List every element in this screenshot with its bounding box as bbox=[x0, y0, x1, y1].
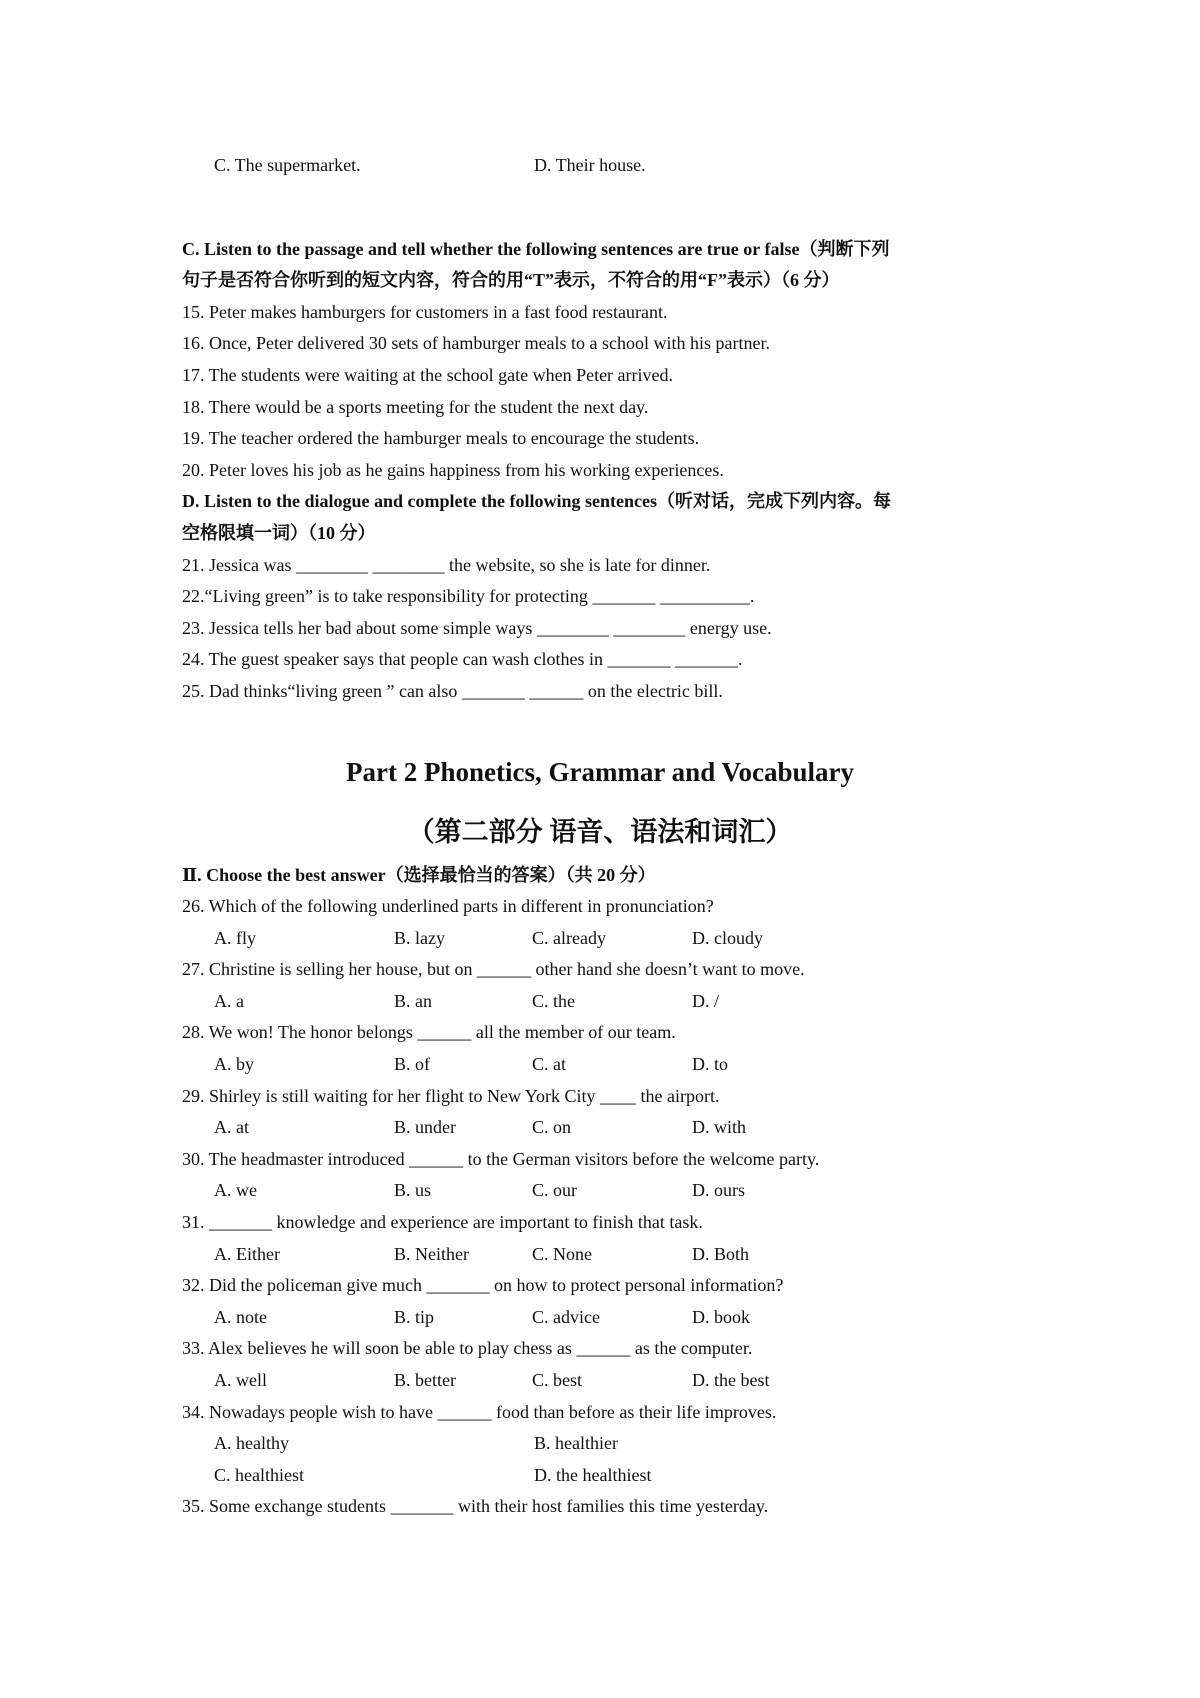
question-27-options bbox=[182, 986, 1052, 1018]
question-27-option-d: D. / bbox=[692, 990, 719, 1011]
question-26-option-d: D. cloudy bbox=[692, 927, 763, 948]
section-ii-heading: Ⅱ. Choose the best answer（选择最恰当的答案）（共 20 分） bbox=[182, 864, 656, 885]
question-32-options bbox=[182, 1302, 1052, 1334]
question-26-option-c: C. already bbox=[532, 927, 606, 948]
question-28-option-c: C. at bbox=[532, 1054, 566, 1075]
question-27: 27. Christine is selling her house, but on ______ other hand she doesn’t want to move. bbox=[182, 959, 805, 980]
option-c-supermarket: C. The supermarket. bbox=[214, 155, 361, 175]
question-33-option-b: B. better bbox=[394, 1370, 456, 1390]
question-29-option-d: D. with bbox=[692, 1117, 746, 1138]
question-31: 31. _______ knowledge and experience are important to finish that task. bbox=[182, 1212, 703, 1233]
question-32-option-a: A. note bbox=[214, 1306, 267, 1327]
question-33-options bbox=[182, 1365, 1052, 1397]
question-26-option-a: A. fly bbox=[214, 927, 256, 948]
question-31-options bbox=[182, 1239, 1052, 1271]
question-31-option-c: C. None bbox=[532, 1243, 592, 1264]
question-26-option-b: B. lazy bbox=[394, 927, 445, 948]
question-24: 24. The guest speaker says that people can wash clothes in _______ _______. bbox=[182, 649, 743, 670]
section-gap bbox=[182, 182, 1052, 234]
question-28: 28. We won! The honor belongs ______ all the member of our team. bbox=[182, 1022, 676, 1043]
question-30-option-d: D. ours bbox=[692, 1180, 745, 1201]
question-27-option-a: A. a bbox=[214, 990, 244, 1011]
question-30-option-a: A. we bbox=[214, 1180, 257, 1201]
question-34-option-a: A. healthy bbox=[214, 1433, 289, 1454]
question-23: 23. Jessica tells her bad about some simple ways ________ ________ energy use. bbox=[182, 617, 772, 638]
part-2-subtitle: （第二部分 语音、语法和词汇） bbox=[407, 816, 793, 847]
question-33: 33. Alex believes he will soon be able to play chess as ______ as the computer. bbox=[182, 1338, 753, 1359]
question-28-option-b: B. of bbox=[394, 1054, 430, 1075]
question-30-option-b: B. us bbox=[394, 1180, 432, 1201]
question-20: 20. Peter loves his job as he gains happiness from his working experiences. bbox=[182, 459, 724, 480]
question-32: 32. Did the policeman give much _______ on how to protect personal information? bbox=[182, 1275, 784, 1296]
question-19: 19. The teacher ordered the hamburger meals to encourage the students. bbox=[182, 428, 700, 449]
question-29-options bbox=[182, 1112, 1052, 1144]
question-22: 22.“Living green” is to take responsibility for protecting _______ __________. bbox=[182, 586, 755, 607]
section-d-heading-line-2: 空格限填一词）（10 分） bbox=[182, 522, 376, 543]
question-31-option-b: B. Neither bbox=[394, 1243, 469, 1264]
question-34: 34. Nowadays people wish to have ______ food than before as their life improves. bbox=[182, 1401, 777, 1422]
question-25: 25. Dad thinks“living green ” can also _______ ______ on the electric bill. bbox=[182, 680, 723, 701]
section-d-heading-line-1: D. Listen to the dialogue and complete the following sentences（听对话，完成下列内容。每 bbox=[182, 491, 891, 512]
question-32-option-d: D. book bbox=[692, 1306, 750, 1327]
section-c-heading-line-2: 句子是否符合你听到的短文内容，符合的用“T”表示，不符合的用“F”表示）（6 分） bbox=[182, 270, 840, 291]
question-29: 29. Shirley is still waiting for her flight to New York City ____ the airport. bbox=[182, 1085, 720, 1106]
question-34-option-c: C. healthiest bbox=[214, 1464, 304, 1485]
question-16: 16. Once, Peter delivered 30 sets of hamburger meals to a school with his partner. bbox=[182, 333, 771, 354]
question-28-option-d: D. to bbox=[692, 1054, 728, 1075]
question-34-options-row-2 bbox=[182, 1460, 1052, 1492]
question-17: 17. The students were waiting at the school gate when Peter arrived. bbox=[182, 364, 674, 385]
question-26: 26. Which of the following underlined parts in different in pronunciation? bbox=[182, 896, 714, 917]
question-27-option-b: B. an bbox=[394, 990, 432, 1011]
question-34-option-b: B. healthier bbox=[534, 1433, 618, 1454]
question-28-options bbox=[182, 1049, 1052, 1081]
question-30-option-c: C. our bbox=[532, 1180, 577, 1201]
section-c-heading-line-1: C. Listen to the passage and tell whether the following sentences are true or false（判断下列 bbox=[182, 238, 890, 259]
option-d-their-house: D. Their house. bbox=[534, 155, 646, 175]
question-28-option-a: A. by bbox=[214, 1054, 254, 1075]
question-30: 30. The headmaster introduced ______ to the German visitors before the welcome party. bbox=[182, 1148, 820, 1169]
question-26-options bbox=[182, 923, 1052, 955]
part-2-title: Part 2 Phonetics, Grammar and Vocabulary bbox=[346, 756, 854, 787]
question-35: 35. Some exchange students _______ with their host families this time yesterday. bbox=[182, 1496, 769, 1517]
question-29-option-b: B. under bbox=[394, 1117, 456, 1138]
question-33-option-d: D. the best bbox=[692, 1370, 770, 1390]
question-31-option-d: D. Both bbox=[692, 1243, 750, 1264]
page-content bbox=[182, 150, 1052, 1523]
question-31-option-a: A. Either bbox=[214, 1243, 280, 1264]
question-34-options-row-1 bbox=[182, 1428, 1052, 1460]
question-32-option-b: B. tip bbox=[394, 1306, 435, 1327]
question-29-option-a: A. at bbox=[214, 1117, 249, 1138]
question-15: 15. Peter makes hamburgers for customers in a fast food restaurant. bbox=[182, 301, 668, 322]
question-32-option-c: C. advice bbox=[532, 1306, 600, 1327]
question-21: 21. Jessica was ________ ________ the website, so she is late for dinner. bbox=[182, 554, 711, 575]
question-30-options bbox=[182, 1175, 1052, 1207]
question-33-option-a: A. well bbox=[214, 1370, 267, 1390]
top-options-row bbox=[182, 150, 1052, 182]
question-29-option-c: C. on bbox=[532, 1117, 572, 1138]
question-33-option-c: C. best bbox=[532, 1370, 583, 1390]
question-34-option-d: D. the healthiest bbox=[534, 1464, 652, 1485]
question-18: 18. There would be a sports meeting for the student the next day. bbox=[182, 396, 649, 417]
question-27-option-c: C. the bbox=[532, 990, 575, 1011]
